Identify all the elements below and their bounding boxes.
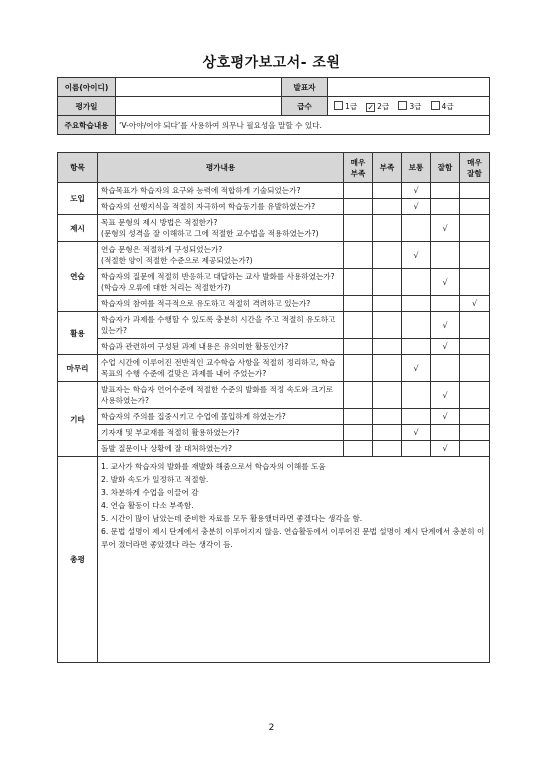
- summary-content: [98, 457, 490, 663]
- category-label: 도입: [58, 183, 98, 215]
- criterion-text: 수업 시간에 이루어진 전반적인 교수학습 사항을 적절히 정리하고, 학습 목표의 수행 수준에 걸맞은 과제를 내어 주었는가?: [98, 355, 344, 382]
- header-very-good: 매우 잘함: [460, 153, 490, 183]
- criterion-text: 학습자의 주의를 집중시키고 수업에 몰입하게 하였는가?: [98, 409, 344, 425]
- rating-cell[interactable]: [402, 355, 431, 382]
- rating-cell[interactable]: [402, 199, 431, 215]
- table-row: [58, 441, 490, 457]
- rating-cell[interactable]: [373, 425, 402, 441]
- rating-cell[interactable]: [431, 215, 460, 242]
- checkbox-icon[interactable]: [334, 101, 343, 110]
- table-row: [58, 382, 490, 409]
- rating-cell[interactable]: [373, 242, 402, 269]
- category-label: 연습: [58, 242, 98, 312]
- rating-cell[interactable]: [431, 183, 460, 199]
- rating-cell[interactable]: [344, 355, 373, 382]
- rating-cell[interactable]: [431, 355, 460, 382]
- rating-cell[interactable]: [373, 355, 402, 382]
- checkmark-icon: √: [442, 342, 448, 351]
- rating-cell[interactable]: [460, 409, 490, 425]
- checkmark-icon: √: [413, 363, 419, 373]
- topic-value: ‘V-아야/어야 되다’를 사용하여 의무나 필요성을 말할 수 있다.: [116, 116, 490, 135]
- rating-cell[interactable]: [431, 269, 460, 296]
- rating-cell[interactable]: [373, 441, 402, 457]
- rating-cell[interactable]: [402, 215, 431, 242]
- checkbox-icon[interactable]: [398, 101, 407, 110]
- category-label: 제시: [58, 215, 98, 242]
- criterion-text: 기자재 및 부교재를 적절히 활용하였는가?: [98, 425, 344, 441]
- topic-label: 주요학습내용: [58, 116, 116, 135]
- grade-option-1[interactable]: [331, 101, 357, 112]
- grade-options: [328, 97, 490, 116]
- checkmark-icon: √: [471, 299, 478, 308]
- rating-cell[interactable]: [460, 441, 490, 457]
- rating-cell[interactable]: [460, 183, 490, 199]
- summary-item: 1. 교사가 학습자의 발화를 재발화 해줌으로서 학습자의 이해를 도움: [101, 462, 326, 471]
- summary-item: 5. 시간이 많이 남았는데 준비한 자료를 모두 활용했더라면 좋겠다는 생각을 함.: [101, 514, 363, 523]
- rating-cell[interactable]: [373, 269, 402, 296]
- rating-cell[interactable]: [402, 269, 431, 296]
- grade-label: 급수: [282, 97, 328, 116]
- grade-option-label: 3급: [409, 101, 422, 111]
- evaluator-label: 평가일: [58, 97, 116, 116]
- rating-cell[interactable]: [460, 215, 490, 242]
- criterion-text: 학습과 관련하여 구성된 과제 내용은 유의미한 활동인가?: [98, 339, 344, 355]
- grade-option-3[interactable]: [395, 101, 421, 112]
- criterion-text: 목표 문형의 제시 방법은 적절한가? (문형의 성격을 잘 이해하고 그에 적절한 교수법을 적용하였는가?): [98, 215, 344, 242]
- summary-item: 6. 문법 설명이 제시 단계에서 충분히 이루어지지 않음. 연습활동에서 이루어진 문법 설명이 제시 단계에서 충분히 이루어 졌더라면 좋았겠다 라는 생각이 듬.: [101, 527, 485, 549]
- criterion-text: 학습목표가 학습자의 요구와 능력에 적합하게 기술되었는가?: [98, 183, 344, 199]
- grade-option-label: 4급: [441, 101, 454, 111]
- rating-cell[interactable]: [431, 296, 460, 312]
- page-number: 2: [268, 723, 275, 733]
- info-table: [57, 77, 490, 135]
- table-row: [58, 183, 490, 199]
- checkmark-icon: √: [442, 277, 448, 287]
- rating-cell[interactable]: [373, 215, 402, 242]
- table-row: [58, 242, 490, 269]
- rating-cell[interactable]: [373, 296, 402, 312]
- table-row: [58, 425, 490, 441]
- checkmark-icon: √: [442, 412, 448, 421]
- rating-cell[interactable]: [460, 242, 490, 269]
- summary-item: 4. 연습 활동이 다소 부족함.: [101, 501, 194, 510]
- summary-item: 3. 차분하게 수업을 이끌어 감: [101, 488, 199, 497]
- rating-cell[interactable]: [460, 269, 490, 296]
- evaluation-table: [57, 152, 490, 663]
- rating-cell[interactable]: [344, 382, 373, 409]
- header-good: 잘함: [431, 153, 460, 183]
- rating-cell[interactable]: [460, 312, 490, 339]
- criterion-text: 발표자는 학습자 언어수준에 적절한 수준의 발화를 적정 속도와 크기로 사용하였는가?: [98, 382, 344, 409]
- table-row: [58, 355, 490, 382]
- table-row: [58, 296, 490, 312]
- checkmark-icon: √: [413, 202, 419, 211]
- rating-cell[interactable]: [344, 339, 373, 355]
- rating-cell[interactable]: [373, 409, 402, 425]
- summary-item: 2. 발화 속도가 일정하고 적절함.: [101, 475, 209, 484]
- rating-cell[interactable]: [344, 183, 373, 199]
- grade-option-label: 2급: [377, 101, 390, 111]
- rating-cell[interactable]: [344, 441, 373, 457]
- criterion-text: 돌발 질문이나 상황에 잘 대처하였는가?: [98, 441, 344, 457]
- category-label: 마무리: [58, 355, 98, 382]
- rating-cell[interactable]: [431, 339, 460, 355]
- header-average: 보통: [402, 153, 431, 183]
- rating-cell[interactable]: [373, 339, 402, 355]
- page-title: 상호평가보고서- 조원: [202, 55, 341, 71]
- table-row: [58, 269, 490, 296]
- checkmark-icon: √: [442, 390, 448, 400]
- rating-cell[interactable]: [344, 199, 373, 215]
- rating-cell[interactable]: [431, 441, 460, 457]
- rating-cell[interactable]: [344, 312, 373, 339]
- grade-option-2[interactable]: [363, 101, 389, 112]
- summary-label: 총평: [58, 457, 98, 663]
- checkbox-icon[interactable]: [431, 101, 440, 110]
- header-very-poor: 매우 부족: [344, 153, 373, 183]
- criterion-text: 학습자의 참여를 적극적으로 유도하고 적절히 격려하고 있는가?: [98, 296, 344, 312]
- header-category: 항목: [58, 153, 98, 183]
- rating-cell[interactable]: [431, 409, 460, 425]
- table-row: [58, 312, 490, 339]
- table-row: [58, 199, 490, 215]
- name-label: 이름(아이디): [58, 78, 116, 97]
- header-poor: 부족: [373, 153, 402, 183]
- rating-cell[interactable]: [402, 296, 431, 312]
- rating-cell[interactable]: [460, 199, 490, 215]
- rating-cell[interactable]: [402, 183, 431, 199]
- rating-cell[interactable]: [344, 242, 373, 269]
- rating-cell[interactable]: [402, 339, 431, 355]
- table-row: [58, 339, 490, 355]
- category-label: 활용: [58, 312, 98, 355]
- rating-cell[interactable]: [373, 382, 402, 409]
- rating-cell[interactable]: [460, 355, 490, 382]
- checkmark-icon: √: [442, 320, 448, 330]
- presenter-field[interactable]: [328, 78, 490, 97]
- evaluator-field[interactable]: [116, 97, 282, 116]
- presenter-label: 발표자: [282, 78, 328, 97]
- rating-cell[interactable]: [344, 215, 373, 242]
- checkmark-icon: √: [442, 444, 448, 453]
- rating-cell[interactable]: [373, 312, 402, 339]
- rating-cell[interactable]: [431, 382, 460, 409]
- rating-cell[interactable]: [431, 242, 460, 269]
- rating-cell[interactable]: [373, 199, 402, 215]
- rating-cell[interactable]: [344, 296, 373, 312]
- table-row: [58, 215, 490, 242]
- rating-cell[interactable]: [431, 425, 460, 441]
- rating-cell[interactable]: [402, 312, 431, 339]
- rating-cell[interactable]: [460, 296, 490, 312]
- criterion-text: 학습자의 질문에 적절히 반응하고 대답하는 교사 발화를 사용하였는가? (학습자 오류에 대한 처리는 적절한가?): [98, 269, 344, 296]
- table-row: [58, 409, 490, 425]
- rating-cell[interactable]: [402, 441, 431, 457]
- rating-cell[interactable]: [402, 409, 431, 425]
- summary-row: [58, 457, 490, 663]
- checkmark-icon: √: [413, 186, 419, 195]
- checkmark-icon: √: [413, 250, 419, 260]
- criterion-text: 연습 문형은 적절하게 구성되었는가? (적절한 양이 적절한 수준으로 제공되었는가?): [98, 242, 344, 269]
- name-field[interactable]: [116, 78, 282, 97]
- grade-option-4[interactable]: [428, 101, 454, 112]
- rating-cell[interactable]: [344, 269, 373, 296]
- rating-cell[interactable]: [344, 409, 373, 425]
- checkmark-icon: √: [442, 223, 448, 233]
- rating-cell[interactable]: [460, 339, 490, 355]
- grade-option-label: 1급: [345, 101, 358, 111]
- category-label: 기타: [58, 382, 98, 457]
- rating-cell[interactable]: [431, 199, 460, 215]
- checkmark-icon: √: [413, 428, 419, 437]
- criterion-text: 학습자가 과제를 수행할 수 있도록 충분히 시간을 주고 적절히 유도하고 있는가?: [98, 312, 344, 339]
- rating-cell[interactable]: [402, 242, 431, 269]
- rating-cell[interactable]: [344, 425, 373, 441]
- rating-cell[interactable]: [431, 312, 460, 339]
- rating-cell[interactable]: [402, 382, 431, 409]
- header-content: 평가내용: [98, 153, 344, 183]
- rating-cell[interactable]: [402, 425, 431, 441]
- criterion-text: 학습자의 선행지식을 적절히 자극하여 학습동기를 유발하였는가?: [98, 199, 344, 215]
- rating-cell[interactable]: [460, 425, 490, 441]
- rating-cell[interactable]: [373, 183, 402, 199]
- rating-cell[interactable]: [460, 382, 490, 409]
- checkbox-checked-icon[interactable]: ✓: [367, 102, 375, 112]
